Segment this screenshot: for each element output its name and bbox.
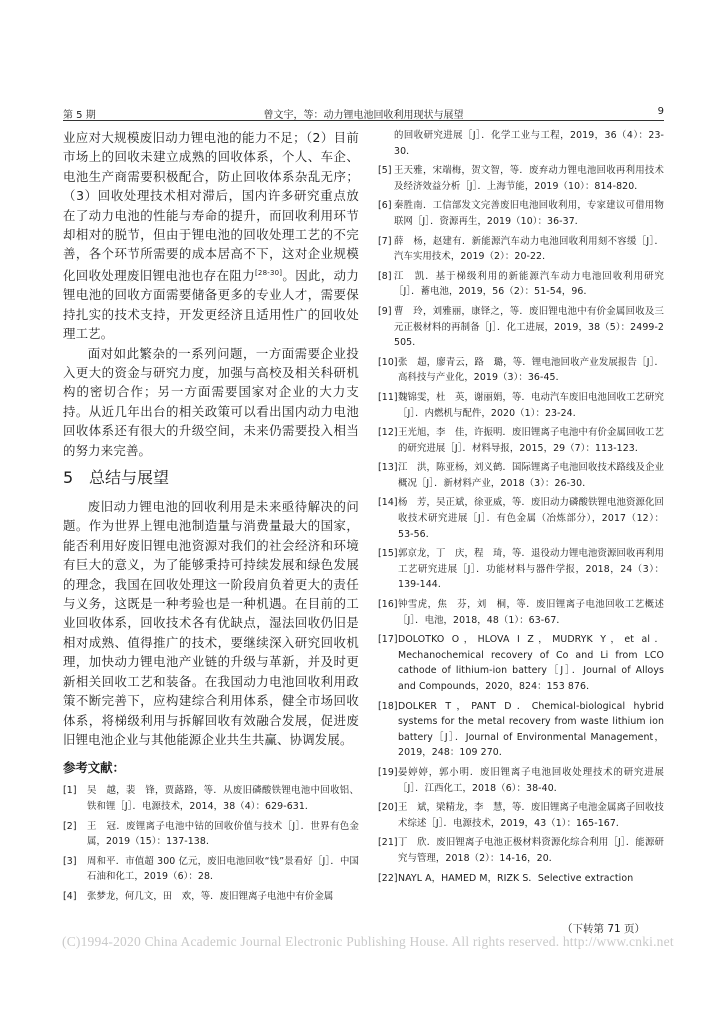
paragraph-text: 业应对大规模废旧动力锂电池的能力不足；（2）目前市场上的回收未建立成熟的回收体系，个人、车企、电池生产商需要积极配合，防止回收体系杂乱无序；（3）回收处理技术相对滞后，国内许多研究重点放在了动力电池的性能与寿命的提升，而回收利用环节却相对的脱节，但由于锂电池的回收处理工艺的不完善，各个环节所需要的成本居高不下，这对企业规模化回收处理废旧锂电池也存在阻力 (63, 130, 359, 283)
reference-item (63, 889, 359, 905)
reference-text: 张 超，廖青云，路 璐，等．锂电池回收产业发展报告［J］．高科技与产业化，2019（3）：36-45． (398, 356, 664, 384)
reference-index: [16] (378, 599, 398, 611)
issue-label: 第 5 期 (63, 110, 96, 121)
body-paragraph-1 (63, 128, 359, 344)
reference-index: [7] (378, 235, 392, 247)
page-number: 9 (657, 106, 664, 117)
section-heading (63, 467, 359, 489)
reference-index: [12] (378, 427, 398, 439)
reference-text: 王 斌，梁精龙，李 慧，等．废旧锂离子电池金属离子回收技术综述［J］．电源技术，2019，43（1）：165-167． (398, 802, 664, 829)
reference-text: NAYL A，HAMED M，RIZK S．Selective extraction (398, 872, 634, 884)
reference-text: DOLOTKO O，HLOVA I Z，MUDRYK Y，et al．Mechanochemical recovery of Co and Li from LCO cathode of lithium-ion battery［J］．Journal of Alloys and Compounds，2020，824：153 876． (398, 634, 664, 692)
reference-list-right (378, 128, 664, 886)
reference-item (378, 632, 664, 694)
body-paragraph-2: 面对如此繁杂的一系列问题，一方面需要企业投入更大的资金与研究力度，加强与高校及相关科研机构的密切合作；另一方面需要国家对企业的大力支持。从近几年出台的相关政策可以看出国内动力电池回收体系还有很大的升级空间，未来仍需要投入相当的努力来完善。 (63, 345, 359, 458)
section-title-text: 总结与展望 (89, 468, 170, 488)
reference-index: [21] (378, 837, 398, 849)
reference-item (378, 304, 664, 351)
reference-item (63, 854, 359, 885)
reference-text: 王 冠．废锂离子电池中钴的回收价值与技术［J］．世界有色金属，2019（15）：137-138． (87, 820, 359, 848)
reference-item (378, 390, 664, 421)
reference-item (378, 269, 664, 300)
continued-note: （下转第 71 页） (562, 923, 646, 935)
reference-text: DOLKER T，PANT D．Chemical-biological hybrid systems for the metal recovery from waste lithium ion battery［J］．Journal of Environmental Management，2019，248：109 270． (398, 700, 664, 759)
reference-index: [19] (378, 766, 398, 778)
reference-index: [11] (378, 391, 398, 403)
reference-item (378, 234, 664, 265)
reference-text: 魏锦雯，杜 英，谢丽娟，等．电动汽车废旧电池回收工艺研究［J］．内燃机与配件，2020（1）：23-24． (398, 391, 664, 419)
reference-item (378, 699, 664, 761)
reference-index: [2] (63, 820, 77, 832)
reference-item (378, 355, 664, 386)
reference-item (378, 198, 664, 229)
reference-index: [13] (378, 462, 398, 474)
references-heading: 参考文献： (63, 760, 125, 776)
reference-index: [22] (378, 872, 398, 884)
reference-text: 江 凯．基于梯级利用的新能源汽车动力电池回收利用研究［J］．蓄电池，2019，56（2）：51-54，96． (394, 270, 664, 298)
reference-text: 杨 芳，吴正斌，徐亚威，等．废旧动力磷酸铁锂电池资源化回收技术研究进展［J］．有色金属（冶炼部分），2017（12）：53-56． (398, 497, 664, 540)
running-title: 曾文宇，等：动力锂电池回收利用现状与展望 (263, 110, 464, 121)
copyright-watermark: (C)1994-2020 China Academic Journal Electronic Publishing House. All rights reserved. http://www.cnki.net (62, 934, 674, 949)
reference-index: [4] (63, 890, 77, 902)
reference-text: 王光旭，李 佳，许振明．废旧锂离子电池中有价金属回收工艺的研究进展［J］．材料导报，2015，29（7）：113-123． (398, 427, 664, 454)
reference-text: 晏婷婷，郭小明．废旧锂离子电池回收处理技术的研究进展［J］．江西化工，2018（6）：38-40． (398, 766, 664, 794)
reference-index: [6] (378, 200, 392, 212)
reference-text: 秦胜南．工信部发文完善废旧电池回收利用，专家建议可借用物联网［J］．资源再生，2019（10）：36-37． (394, 200, 664, 227)
reference-text: 郭京龙，丁 庆，程 琦，等．退役动力锂电池资源回收再利用工艺研究进展［J］．功能材料与器件学报，2018，24（3）：139-144． (398, 548, 664, 591)
paragraph-text-end: 。因此，动力锂电池的回收方面需要储备更多的专业人才，需要保持扎实的技术支持，开发更经济且适用性广的回收处理工艺。 (63, 267, 360, 342)
reference-text: 曹 玲，刘雅丽，康铎之，等．废旧锂电池中有价金属回收及三元正极材料的再制备［J］．化工进展，2019，38（5）：2499-2 505． (394, 305, 664, 349)
reference-item (63, 819, 359, 850)
reference-item (378, 800, 664, 831)
reference-text: 吴 越，裴 锋，贾蕗路，等．从废旧磷酸铁锂电池中回收铝、铁和锂［J］．电源技术，2014，38（4）：629-631． (87, 785, 359, 812)
reference-item (378, 163, 664, 194)
reference-item (378, 495, 664, 542)
reference-index: [10] (378, 356, 398, 368)
reference-text: 钟雪虎，焦 芬，刘 桐，等．废旧锂离子电池回收工艺概述［J］．电池，2018，48（1）：63-67． (398, 599, 664, 626)
reference-index: [20] (378, 802, 398, 814)
reference-text: 薛 杨，赵建有．新能源汽车动力电池回收利用刻不容缓［J］．汽车实用技术，2019（2）：20-22． (394, 235, 664, 263)
reference-index: [17] (378, 634, 398, 646)
reference-index: [5] (378, 165, 392, 177)
section-number: 5 (63, 468, 74, 488)
reference-item (378, 425, 664, 456)
reference-text: 王天雅，宋端梅，贺文智，等．废弃动力锂电池回收再利用技术及经济效益分析［J］．上海节能，2019（10）：814-820． (394, 165, 664, 192)
reference-item (378, 835, 664, 866)
page-header (63, 104, 664, 121)
reference-index: [1] (63, 785, 77, 797)
reference-text: 周和平．市值超 300 亿元，废旧电池回收“钱”景看好［J］．中国石油和化工，2019（6）：28． (87, 855, 359, 883)
reference-item (378, 546, 664, 593)
reference-index: [18] (378, 700, 398, 712)
reference-index: [14] (378, 497, 398, 509)
reference-item (378, 765, 664, 796)
reference-item (378, 597, 664, 628)
citation-superscript: [28-30] (255, 268, 283, 277)
reference-item (378, 128, 664, 159)
left-column (63, 128, 359, 908)
reference-text: 的回收研究进展［J］．化学工业与工程，2019，36（4）：23-30． (394, 130, 664, 157)
reference-item (378, 460, 664, 491)
reference-text: 江 洪，陈亚杨，刘义鹤．国际锂离子电池回收技术路线及企业概况［J］．新材料产业，2018（3）：26-30． (398, 462, 664, 489)
body-paragraph-3: 废旧动力锂电池的回收利用是未来亟待解决的问题。作为世界上锂电池制造量与消费量最大的国家，能否利用好废旧锂电池资源对我们的社会经济和环境有巨大的意义，为了能够秉持可持续发展和绿色发展的理念，我国在回收处理这一阶段肩负着更大的责任与义务，这既是一种考验也是一种机遇。在目前的工业回收体系，回收技术各有优缺点，湿法回收仍旧是相对成熟、值得推广的技术，要继续深入研究回收机理，加快动力锂电池产业链的升级与革新，并及时更新相关回收工艺和装备。在我国动力电池回收利用政策不断完善下，应构建综合利用体系，健全市场回收体系，将梯级利用与拆解回收有效融合发展，促进废旧锂电池企业与其他能源企业共生共赢、协调发展。 (63, 499, 359, 747)
reference-index: [3] (63, 855, 77, 867)
right-column (378, 128, 664, 890)
reference-item (63, 783, 359, 814)
reference-index: [9] (378, 305, 392, 317)
reference-index: [15] (378, 548, 398, 560)
reference-text: 丁 欣．废旧锂离子电池正极材料资源化综合利用［J］．能源研究与管理，2018（2）：14-16，20． (398, 837, 664, 864)
reference-list-left (63, 783, 359, 904)
reference-item (378, 871, 664, 887)
reference-index: [8] (378, 270, 392, 282)
reference-text: 张梦龙，何几文，田 欢，等．废旧锂离子电池中有价金属 (87, 890, 334, 902)
